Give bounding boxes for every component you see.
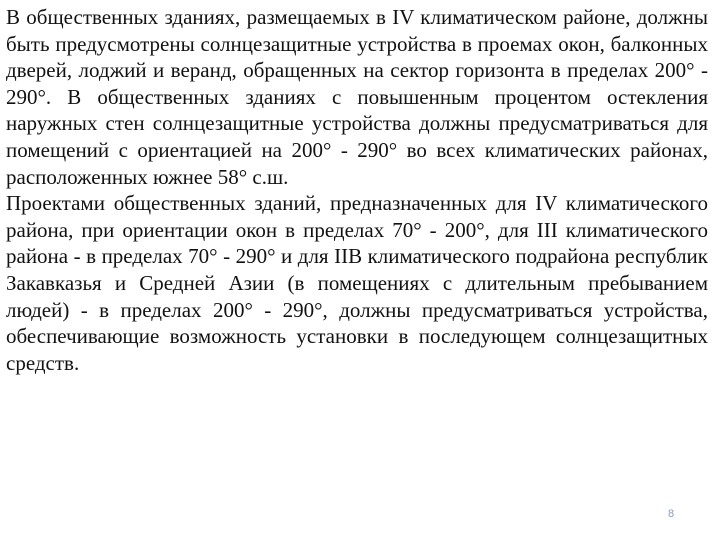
paragraph-project-requirements: Проектами общественных зданий, предназначенных для IV климатического района, при ориентации окон в пределах 70° - 200°, для III климатического района - в пределах 70° - 290° и для IIВ климатического подрайона республик Закавказья и Средней Азии (в помещениях с длительным пребыванием людей) - в пределах 200° - 290°, должны предусматриваться устройства, обеспечивающие возможность установки в последующем солнцезащитных средств. [6,191,708,375]
body-text [6,4,708,376]
page-number: 8 [668,508,675,520]
paragraph-sun-protection-iv-district: В общественных зданиях, размещаемых в IV климатическом районе, должны быть предусмотрены солнцезащитные устройства в проемах окон, балконных дверей, лоджий и веранд, обращенных на сектор горизонта в пределах 200° - 290°. В общественных зданиях с повышенным процентом остекления наружных стен солнцезащитные устройства должны предусматриваться для помещений с ориентацией на 200° - 290° во всех климатических районах, расположенных южнее 58° с.ш. [6,5,708,189]
